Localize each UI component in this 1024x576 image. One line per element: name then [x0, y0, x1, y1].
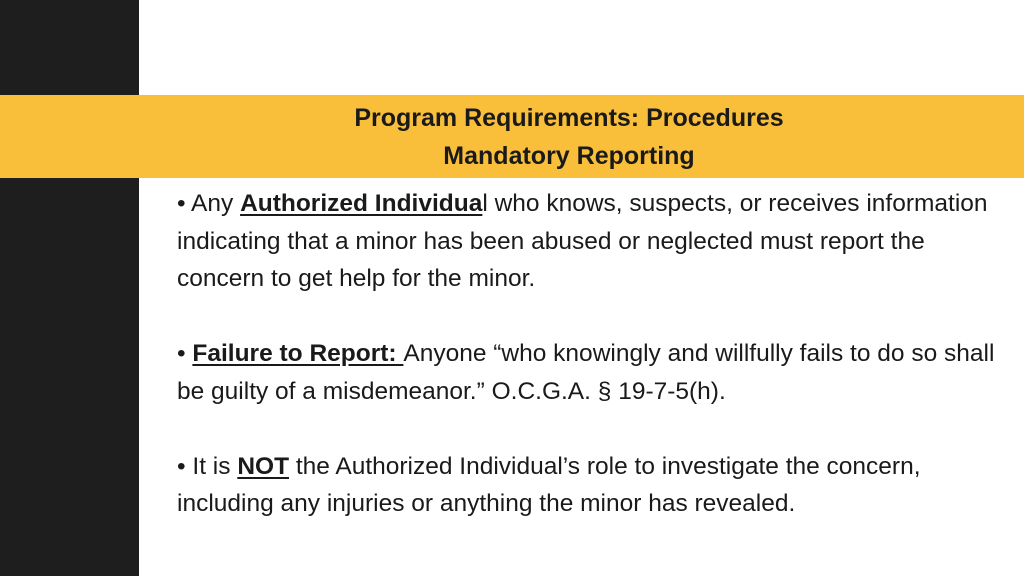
- bullet-failure-to-report: [177, 335, 1007, 410]
- bullet-highlight-term: Failure to Report:: [192, 340, 404, 367]
- bullet-pre-text: Any: [185, 190, 241, 217]
- slide-title: [139, 95, 999, 178]
- title-line-1: Program Requirements: Procedures: [354, 104, 784, 132]
- bullet-text: l who knows, suspects, or receives information indicating that a minor has been abused or neglected must report the concern to get help for the minor.: [177, 190, 988, 292]
- bullet-authorized-individual: [177, 185, 1007, 298]
- bullet-marker: •: [177, 452, 186, 480]
- bullet-marker: •: [177, 340, 186, 367]
- slide-body: [177, 185, 1007, 523]
- bullet-text: Anyone “who knowingly and willfully fails to do so shall be guilty of a misdemeanor.” O.C.G.A. § 19-7-5(h).: [177, 340, 995, 405]
- bullet-marker: •: [177, 190, 186, 217]
- bullet-highlight-term: Authorized Individua: [240, 190, 483, 217]
- bullet-pre-text: It is: [185, 452, 238, 480]
- bullet-highlight-term: NOT: [237, 452, 290, 480]
- bullet-not-role: [177, 448, 1007, 523]
- title-line-2: Mandatory Reporting: [443, 142, 695, 170]
- left-accent-bar: [0, 0, 139, 576]
- bullet-text: the Authorized Individual’s role to investigate the concern, including any injuries or anything the minor has revealed.: [177, 452, 921, 517]
